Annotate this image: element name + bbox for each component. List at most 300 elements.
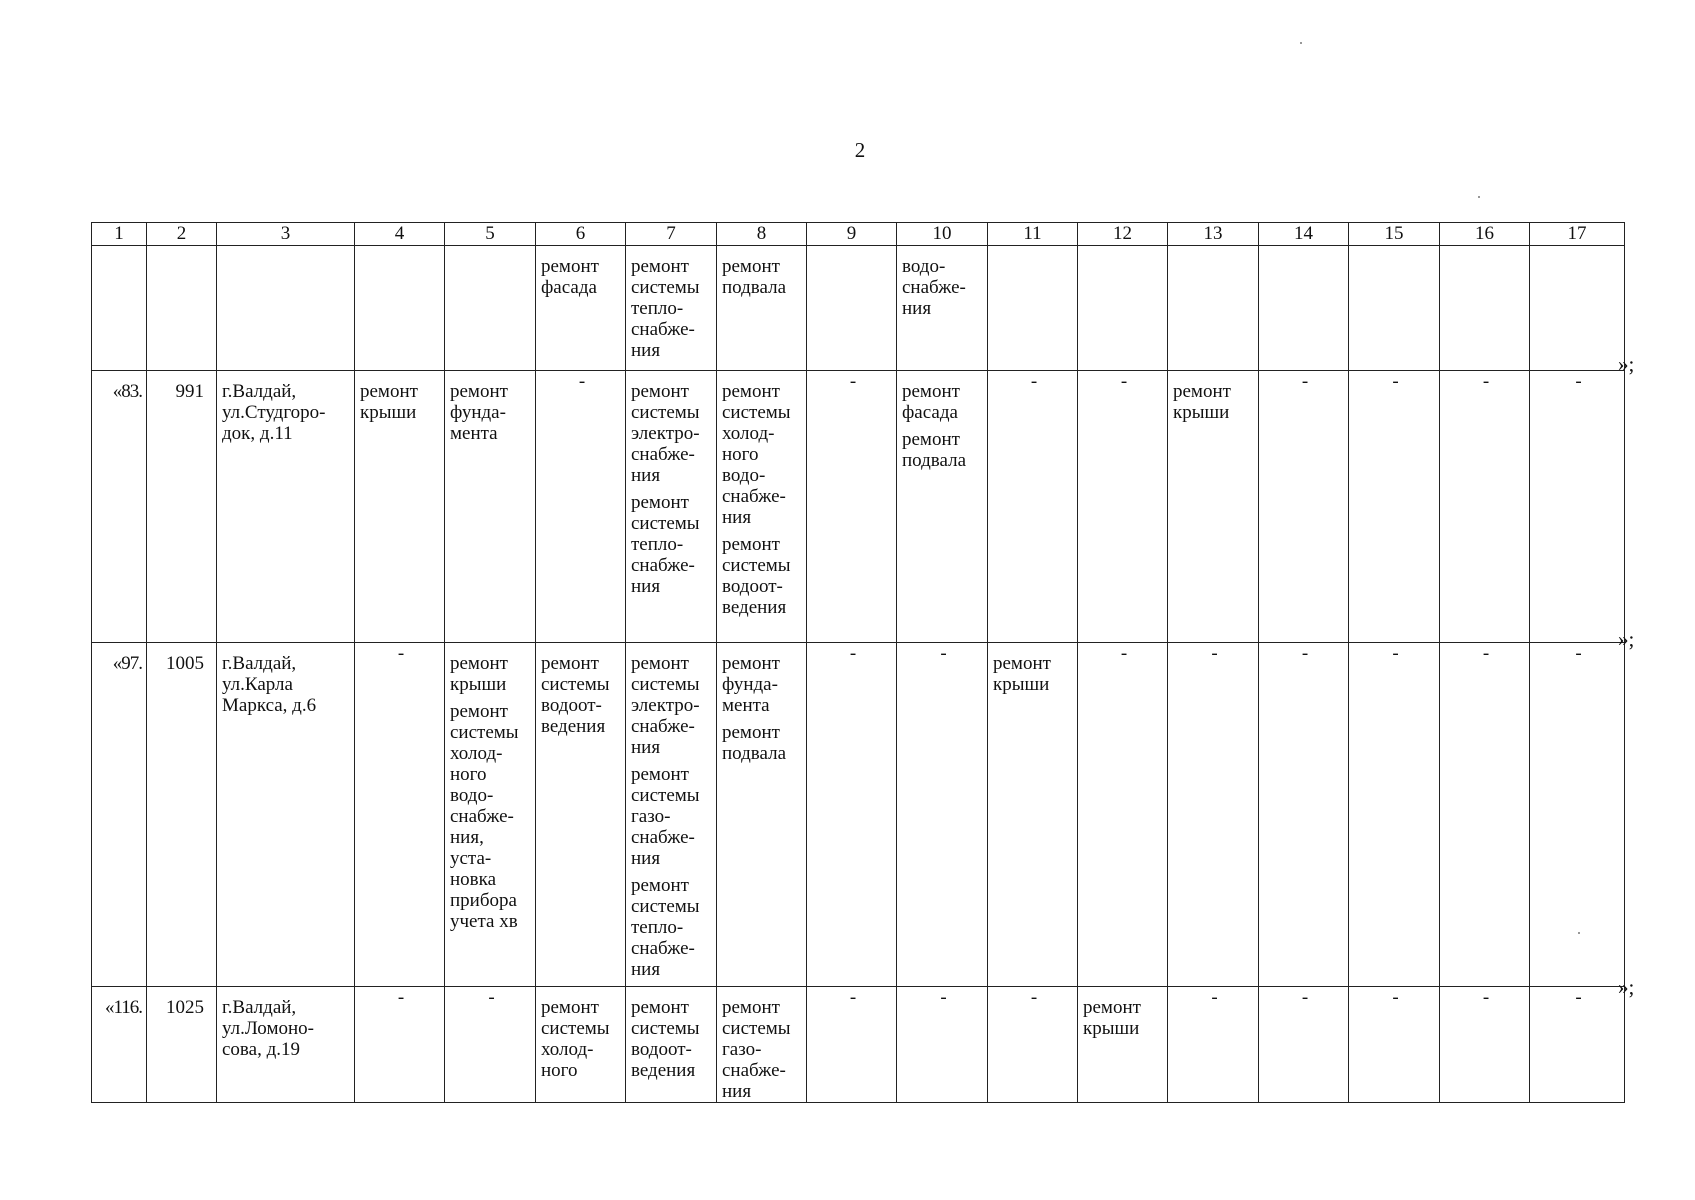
cell-entry (1173, 643, 1256, 664)
cell-text-line: ния (631, 576, 661, 597)
cell-text-line: - (1301, 987, 1309, 1008)
row-end-mark: »; (1618, 975, 1635, 999)
cell-entry (1083, 997, 1165, 1039)
table-cell-col-13 (1168, 643, 1259, 987)
table-cell-col-11 (988, 371, 1078, 643)
cell-entry (902, 643, 985, 664)
table-cell-col-17 (1530, 246, 1625, 371)
cell-text-line: ремонт (541, 997, 599, 1018)
cell-text-line: снабже- (722, 1060, 786, 1081)
cell-text-line: снабже- (631, 444, 695, 465)
cell-entry (1264, 643, 1346, 664)
cell-text-line: крыши (1083, 1018, 1140, 1039)
cell-entry (902, 256, 985, 319)
cell-text-line: снабже- (631, 555, 695, 576)
cell-text-line: - (578, 371, 586, 392)
cell-text-line: подвала (722, 743, 787, 764)
cell-text-line: системы (541, 1018, 610, 1039)
table-cell-col-12 (1078, 371, 1168, 643)
cell-text-line: снабже- (722, 486, 786, 507)
cell-text-line: - (1482, 371, 1490, 392)
table-cell-col-15 (1349, 246, 1440, 371)
table-cell-col-1 (92, 246, 147, 371)
cell-entry (631, 764, 714, 869)
table-row (92, 371, 1625, 643)
cell-entry (1264, 371, 1346, 392)
cell-entry (450, 381, 533, 444)
cell-text-line: г.Валдай, (222, 381, 297, 402)
table-cell-col-5 (445, 246, 536, 371)
table-cell-col-10 (897, 987, 988, 1103)
cell-text-line: фунда- (722, 674, 778, 695)
cell-text-line: 1005 (166, 653, 204, 674)
table-cell-col-17 (1530, 371, 1625, 643)
cell-text-line: 991 (175, 381, 204, 402)
cell-entry (1445, 371, 1527, 392)
table-cell-col-16 (1440, 987, 1530, 1103)
cell-text-line: ния (902, 298, 932, 319)
table-cell-col-15 (1349, 643, 1440, 987)
table-cell-col-3 (217, 246, 355, 371)
column-number-4: 4 (355, 223, 445, 246)
cell-entry (222, 381, 352, 444)
cell-entry (1354, 987, 1437, 1008)
table-cell-col-8 (717, 643, 807, 987)
cell-entry (541, 997, 623, 1081)
table-cell-col-6 (536, 987, 626, 1103)
cell-text-line: ремонт (1173, 381, 1231, 402)
cell-text-line: ремонт (722, 256, 780, 277)
cell-entry (360, 643, 442, 664)
cell-text-line: ремонт (631, 653, 689, 674)
cell-text-line: уста- (450, 848, 492, 869)
table-cell-col-8 (717, 987, 807, 1103)
cell-entry (722, 722, 804, 764)
cell-text-line: - (1482, 987, 1490, 1008)
column-number-2: 2 (147, 223, 217, 246)
cell-text-line: - (1392, 987, 1399, 1008)
table-cell-col-9 (807, 643, 897, 987)
cell-entry (97, 381, 142, 402)
table-cell-col-12 (1078, 643, 1168, 987)
cell-text-line: - (849, 987, 857, 1008)
table-cell-col-11 (988, 246, 1078, 371)
cell-text-line: - (1211, 987, 1218, 1008)
cell-text-line: снабже- (631, 827, 695, 848)
cell-text-line: ремонт (902, 429, 960, 450)
table-cell-col-3 (217, 371, 355, 643)
column-number-6: 6 (536, 223, 626, 246)
cell-text-line: «97. (112, 653, 142, 674)
cell-text-line: системы (631, 402, 700, 423)
cell-text-line: снабже- (631, 319, 695, 340)
table-cell-col-7 (626, 987, 717, 1103)
table-cell-col-10 (897, 371, 988, 643)
cell-text-line: - (1211, 643, 1218, 664)
cell-text-line: ния (722, 1081, 752, 1102)
cell-entry (152, 997, 204, 1018)
row-end-mark: »; (1618, 352, 1635, 376)
cell-text-line: г.Валдай, (222, 997, 297, 1018)
table-row (92, 246, 1625, 371)
cell-text-line: крыши (360, 402, 417, 423)
table-cell-col-4 (355, 371, 445, 643)
table-row (92, 987, 1625, 1103)
table-cell-col-9 (807, 371, 897, 643)
cell-entry (993, 987, 1075, 1008)
cell-text-line: ного (450, 764, 487, 785)
table-cell-col-12 (1078, 246, 1168, 371)
cell-entry (722, 256, 804, 298)
cell-text-line: ведения (722, 597, 787, 618)
table-cell-col-16 (1440, 246, 1530, 371)
cell-text-line: холод- (722, 423, 775, 444)
column-number-13: 13 (1168, 223, 1259, 246)
table-cell-col-14 (1259, 643, 1349, 987)
cell-text-line: крыши (1173, 402, 1230, 423)
cell-text-line: водо- (450, 785, 494, 806)
page-number: 2 (854, 138, 866, 162)
cell-entry (993, 653, 1075, 695)
cell-text-line: системы (722, 1018, 791, 1039)
table-cell-col-9 (807, 987, 897, 1103)
table-cell-col-16 (1440, 371, 1530, 643)
cell-text-line: новка (450, 869, 497, 890)
cell-text-line: снабже- (631, 938, 695, 959)
cell-text-line: - (1030, 987, 1038, 1008)
cell-text-line: крыши (450, 674, 507, 695)
cell-text-line: - (1575, 987, 1582, 1008)
cell-entry (97, 997, 142, 1018)
cell-text-line: ремонт (722, 997, 780, 1018)
cell-text-line: - (1301, 371, 1309, 392)
column-number-9: 9 (807, 223, 897, 246)
cell-text-line: снабже- (631, 716, 695, 737)
cell-entry (631, 381, 714, 486)
table-cell-col-7 (626, 371, 717, 643)
cell-text-line: фунда- (450, 402, 506, 423)
table-cell-col-4 (355, 246, 445, 371)
table-cell-col-10 (897, 643, 988, 987)
cell-entry (1083, 371, 1165, 392)
cell-text-line: ного (541, 1060, 578, 1081)
cell-text-line: - (1030, 371, 1038, 392)
cell-text-line: ремонт (722, 534, 780, 555)
column-number-10: 10 (897, 223, 988, 246)
cell-text-line: - (1575, 643, 1582, 664)
cell-text-line: водоот- (722, 576, 783, 597)
cell-entry (1354, 643, 1437, 664)
cell-entry (631, 653, 714, 758)
cell-text-line: - (1482, 643, 1490, 664)
cell-text-line: мента (722, 695, 770, 716)
cell-text-line: - (940, 987, 947, 1008)
cell-entry (993, 371, 1075, 392)
column-number-3: 3 (217, 223, 355, 246)
cell-text-line: водо- (722, 465, 766, 486)
cell-text-line: снабже- (902, 277, 966, 298)
table-cell-col-14 (1259, 987, 1349, 1103)
table-cell-col-17 (1530, 987, 1625, 1103)
cell-entry (812, 371, 894, 392)
cell-text-line: ремонт (722, 381, 780, 402)
cell-entry (1264, 987, 1346, 1008)
cell-text-line: ремонт (541, 256, 599, 277)
cell-text-line: системы (450, 722, 519, 743)
cell-entry (360, 381, 442, 423)
repair-schedule-table (91, 222, 1625, 1103)
cell-text-line: системы (631, 1018, 700, 1039)
table-cell-col-8 (717, 246, 807, 371)
cell-entry (812, 987, 894, 1008)
cell-text-line: ния (631, 737, 661, 758)
cell-entry (450, 653, 533, 695)
scan-speck (1300, 42, 1302, 44)
cell-text-line: прибора (450, 890, 517, 911)
column-number-12: 12 (1078, 223, 1168, 246)
cell-entry (450, 701, 533, 932)
cell-text-line: ния (631, 848, 661, 869)
cell-text-line: системы (541, 674, 610, 695)
cell-text-line: - (397, 643, 405, 664)
cell-text-line: крыши (993, 674, 1050, 695)
column-number-17: 17 (1530, 223, 1625, 246)
table-cell-col-7 (626, 246, 717, 371)
cell-text-line: ного (722, 444, 759, 465)
cell-entry (1535, 643, 1622, 664)
cell-text-line: водоот- (631, 1039, 692, 1060)
cell-text-line: - (1392, 643, 1399, 664)
cell-text-line: ремонт (1083, 997, 1141, 1018)
cell-text-line: газо- (722, 1039, 762, 1060)
row-end-mark: »; (1618, 627, 1635, 651)
cell-text-line: ремонт (450, 381, 508, 402)
cell-text-line: снабже- (450, 806, 514, 827)
cell-text-line: - (940, 643, 947, 664)
table-cell-col-13 (1168, 246, 1259, 371)
cell-entry (450, 987, 533, 1008)
cell-entry (1445, 987, 1527, 1008)
cell-text-line: ремонт (541, 653, 599, 674)
cell-text-line: холод- (450, 743, 503, 764)
cell-entry (1535, 987, 1622, 1008)
cell-text-line: системы (722, 555, 791, 576)
cell-text-line: тепло- (631, 534, 684, 555)
cell-entry (902, 381, 985, 423)
cell-text-line: тепло- (631, 917, 684, 938)
cell-text-line: мента (450, 423, 498, 444)
cell-entry (631, 875, 714, 980)
cell-entry (722, 381, 804, 528)
table-cell-col-5 (445, 987, 536, 1103)
scan-speck (1478, 196, 1480, 198)
cell-entry (1445, 643, 1527, 664)
table-cell-col-6 (536, 643, 626, 987)
column-number-14: 14 (1259, 223, 1349, 246)
cell-text-line: ния (631, 340, 661, 361)
cell-text-line: «83. (112, 381, 142, 402)
column-number-5: 5 (445, 223, 536, 246)
cell-text-line: - (397, 987, 405, 1008)
table-cell-col-7 (626, 643, 717, 987)
cell-text-line: Маркса, д.6 (222, 695, 317, 716)
cell-text-line: газо- (631, 806, 671, 827)
cell-text-line: водоот- (541, 695, 602, 716)
cell-text-line: - (1120, 643, 1128, 664)
cell-text-line: электро- (631, 695, 700, 716)
cell-entry (152, 381, 204, 402)
table-cell-col-2 (147, 371, 217, 643)
cell-text-line: подвала (902, 450, 967, 471)
cell-text-line: ул.Студгоро- (222, 402, 326, 423)
cell-text-line: ремонт (360, 381, 418, 402)
cell-text-line: системы (722, 402, 791, 423)
table-body (92, 223, 1625, 1103)
cell-text-line: док, д.11 (222, 423, 293, 444)
cell-text-line: 1025 (166, 997, 204, 1018)
cell-text-line: ремонт (993, 653, 1051, 674)
table-cell-col-2 (147, 987, 217, 1103)
cell-entry (1354, 371, 1437, 392)
cell-text-line: системы (631, 896, 700, 917)
table-cell-col-4 (355, 987, 445, 1103)
table-cell-col-5 (445, 371, 536, 643)
cell-text-line: системы (631, 785, 700, 806)
cell-entry (222, 653, 352, 716)
cell-entry (902, 987, 985, 1008)
cell-text-line: ремонт (631, 381, 689, 402)
cell-text-line: системы (631, 674, 700, 695)
cell-text-line: тепло- (631, 298, 684, 319)
cell-entry (812, 643, 894, 664)
table-cell-col-15 (1349, 987, 1440, 1103)
table-cell-col-11 (988, 643, 1078, 987)
cell-entry (631, 997, 714, 1081)
cell-text-line: системы (631, 513, 700, 534)
cell-entry (541, 371, 623, 392)
cell-text-line: сова, д.19 (222, 1039, 301, 1060)
cell-text-line: ния (631, 465, 661, 486)
table-cell-col-15 (1349, 371, 1440, 643)
column-number-11: 11 (988, 223, 1078, 246)
cell-text-line: ремонт (631, 997, 689, 1018)
table-cell-col-17 (1530, 643, 1625, 987)
table-cell-col-13 (1168, 987, 1259, 1103)
column-number-15: 15 (1349, 223, 1440, 246)
table-cell-col-3 (217, 987, 355, 1103)
cell-text-line: «116. (104, 997, 142, 1018)
cell-text-line: ремонт (450, 653, 508, 674)
table-cell-col-5 (445, 643, 536, 987)
cell-text-line: - (849, 371, 857, 392)
cell-text-line: ведения (631, 1060, 696, 1081)
cell-entry (541, 653, 623, 737)
cell-entry (1173, 987, 1256, 1008)
cell-entry (722, 653, 804, 716)
column-number-16: 16 (1440, 223, 1530, 246)
table-cell-col-1 (92, 643, 147, 987)
cell-text-line: - (1120, 371, 1128, 392)
table-cell-col-1 (92, 371, 147, 643)
cell-entry (1173, 381, 1256, 423)
cell-text-line: - (1392, 371, 1399, 392)
cell-entry (541, 256, 623, 298)
cell-entry (722, 997, 804, 1102)
table-cell-col-2 (147, 246, 217, 371)
column-number-7: 7 (626, 223, 717, 246)
cell-text-line: ремонт (722, 722, 780, 743)
cell-text-line: ремонт (631, 492, 689, 513)
table-cell-col-10 (897, 246, 988, 371)
cell-text-line: ведения (541, 716, 606, 737)
table-cell-col-8 (717, 371, 807, 643)
table-cell-col-4 (355, 643, 445, 987)
cell-text-line: ул.Карла (222, 674, 293, 695)
column-number-8: 8 (717, 223, 807, 246)
cell-entry (97, 653, 142, 674)
cell-text-line: электро- (631, 423, 700, 444)
cell-text-line: ремонт (631, 875, 689, 896)
cell-text-line: ремонт (722, 653, 780, 674)
cell-text-line: ремонт (631, 256, 689, 277)
scan-speck (1578, 932, 1580, 934)
cell-entry (1083, 643, 1165, 664)
table-row (92, 643, 1625, 987)
table-cell-col-9 (807, 246, 897, 371)
cell-entry (152, 653, 204, 674)
cell-text-line: фасада (902, 402, 958, 423)
cell-text-line: - (1301, 643, 1309, 664)
cell-text-line: системы (631, 277, 700, 298)
cell-text-line: учета хв (450, 911, 518, 932)
cell-entry (1535, 371, 1622, 392)
cell-entry (902, 429, 985, 471)
table-cell-col-3 (217, 643, 355, 987)
cell-text-line: - (849, 643, 857, 664)
cell-text-line: - (488, 987, 495, 1008)
table-cell-col-16 (1440, 643, 1530, 987)
table-cell-col-6 (536, 246, 626, 371)
cell-text-line: подвала (722, 277, 787, 298)
cell-text-line: - (1575, 371, 1582, 392)
cell-entry (722, 534, 804, 618)
cell-entry (360, 987, 442, 1008)
table-cell-col-11 (988, 987, 1078, 1103)
cell-text-line: ния (722, 507, 752, 528)
cell-text-line: водо- (902, 256, 946, 277)
cell-text-line: ул.Ломоно- (222, 1018, 314, 1039)
table-cell-col-12 (1078, 987, 1168, 1103)
cell-text-line: фасада (541, 277, 597, 298)
cell-entry (222, 997, 352, 1060)
table-cell-col-6 (536, 371, 626, 643)
table-cell-col-13 (1168, 371, 1259, 643)
table-cell-col-2 (147, 643, 217, 987)
table-cell-col-14 (1259, 246, 1349, 371)
column-number-1: 1 (92, 223, 147, 246)
cell-text-line: ния (631, 959, 661, 980)
cell-text-line: ремонт (902, 381, 960, 402)
column-number-row (92, 223, 1625, 246)
cell-entry (631, 492, 714, 597)
cell-text-line: ремонт (450, 701, 508, 722)
cell-text-line: холод- (541, 1039, 594, 1060)
cell-entry (631, 256, 714, 361)
cell-text-line: ремонт (631, 764, 689, 785)
table-cell-col-1 (92, 987, 147, 1103)
table-cell-col-14 (1259, 371, 1349, 643)
cell-text-line: ния, (450, 827, 484, 848)
